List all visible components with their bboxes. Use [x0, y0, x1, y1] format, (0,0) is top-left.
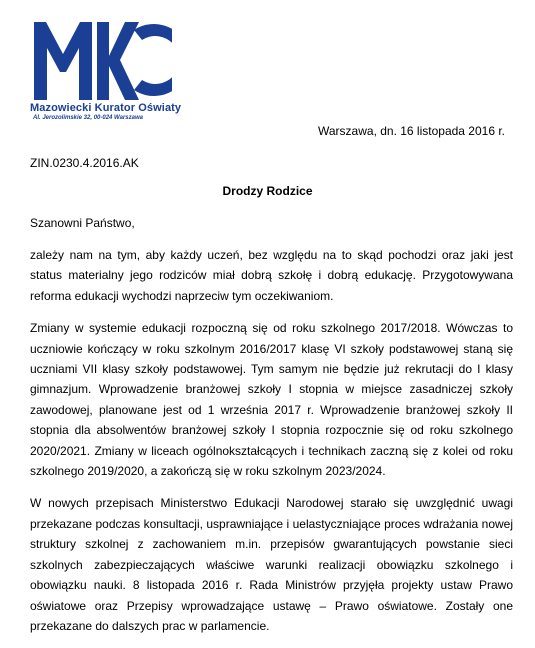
mko-logo	[30, 16, 180, 136]
salutation: Szanowni Państwo,	[30, 216, 135, 230]
paragraph: Zmiany w systemie edukacji rozpoczną się od roku szkolnego 2017/2018. Wówczas to uczniowie kończący w roku szkolnym 2016/2017 klasę VI szkoły podstawowej staną się uczniami VII klasy szkoły podstawowej. Tym samym nie będzie już rekrutacji do I klasy gimnazjum. Wprowadzenie branżowej szkoły I stopnia w miejsce zasadniczej szkoły zawodowej, planowane jest od 1 września 2017 r. Wprowadzenie branżowej szkoły II stopnia dla absolwentów branżowej szkoły I stopnia rozpocznie się od roku szkolnego 2020/2021. Zmiany w liceach ogólnokształcących i technikach zaczną się z kolei od roku szkolnego 2019/2020, a zakończą się w roku szkolnym 2023/2024.	[30, 321, 513, 479]
mko-logo-mark	[32, 16, 172, 104]
paragraph: W nowych przepisach Ministerstwo Edukacji Narodowej starało się uwzględnić uwagi przekazane podczas konsultacji, usprawniające i uelastyczniające proces wdrażania nowej struktury szkolnej z zachowaniem m.in. przepisów gwarantujących powstanie sieci szkolnych zabezpieczających właściwe warunki realizacji obowiązku szkolnego i obowiązku nauki. 8 listopada 2016 r. Rada Ministrów przyjęła projekty ustaw Prawo oświatowe oraz Przepisy wprowadzające ustawę – Prawo oświatowe. Zostały one przekazane do dalszych prac w parlamencie.	[30, 496, 513, 633]
reference-number: ZIN.0230.4.2016.AK	[30, 156, 139, 170]
letter-title: Drodzy Rodzice	[222, 184, 313, 198]
letter-body	[30, 245, 513, 648]
paragraph: zależy nam na tym, aby każdy uczeń, bez względu na to skąd pochodzi oraz jaki jest status materialny jego rodziców miał dobrą szkołę i dobrą edukację. Przygotowywana reforma edukacji wychodzi naprzeciw tym oczekiwaniom.	[30, 248, 513, 303]
date-line: Warszawa, dn. 16 listopada 2016 r.	[318, 124, 505, 138]
logo-name: Mazowiecki Kurator Oświaty	[30, 102, 182, 114]
logo-address: Al. Jerozolimskie 32, 00-024 Warszawa	[33, 115, 143, 121]
